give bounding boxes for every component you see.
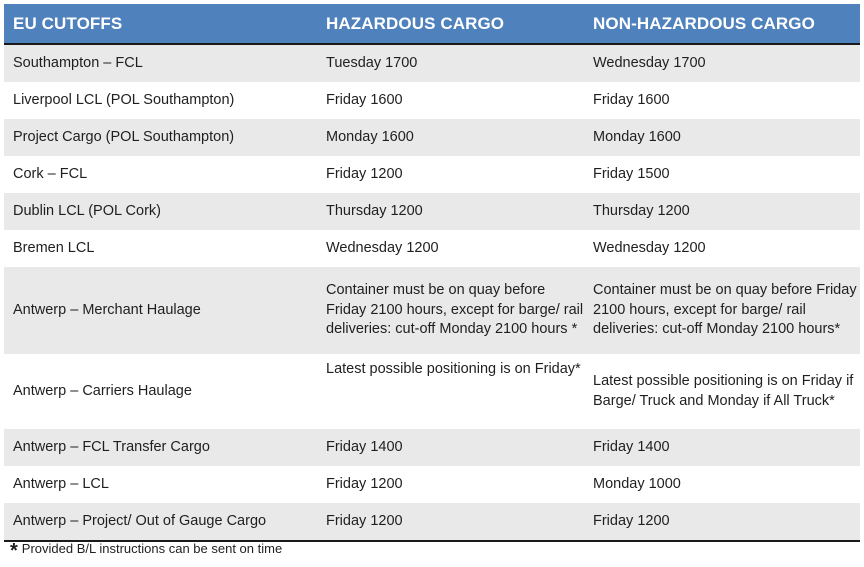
hazardous-cell: Tuesday 1700 xyxy=(326,54,418,71)
port-cell: Antwerp – FCL Transfer Cargo xyxy=(13,438,210,455)
non-hazardous-cell: Monday 1600 xyxy=(593,128,681,145)
eu-cutoffs-table xyxy=(4,4,860,542)
hazardous-cell: Friday 1200 xyxy=(326,165,403,182)
non-hazardous-cell: Thursday 1200 xyxy=(593,202,690,219)
hazardous-cell: Friday 1200 xyxy=(317,503,584,541)
table-row xyxy=(4,466,860,503)
non-hazardous-cell: Friday 1200 xyxy=(584,503,860,541)
table-row xyxy=(4,354,860,429)
table-row xyxy=(4,193,860,230)
table-row xyxy=(4,230,860,267)
footnote-text: Provided B/L instructions can be sent on time xyxy=(21,541,283,556)
port-cell: Liverpool LCL (POL Southampton) xyxy=(13,91,235,108)
hazardous-cell: Monday 1600 xyxy=(326,128,414,145)
hazardous-cell: Latest possible positioning is on Friday* xyxy=(326,361,581,377)
table-row xyxy=(4,119,860,156)
non-hazardous-cell: Wednesday 1200 xyxy=(593,239,706,256)
hazardous-cell: Friday 1400 xyxy=(326,438,403,455)
table-row xyxy=(4,429,860,466)
header-eu-cutoffs: EU CUTOFFS xyxy=(4,4,317,44)
table-row xyxy=(4,82,860,119)
port-cell: Antwerp – Carriers Haulage xyxy=(13,382,192,399)
port-cell: Project Cargo (POL Southampton) xyxy=(13,128,235,145)
non-hazardous-cell: Monday 1000 xyxy=(593,475,681,492)
hazardous-cell: Thursday 1200 xyxy=(326,202,423,219)
hazardous-cell: Friday 1200 xyxy=(326,475,403,492)
hazardous-cell: Wednesday 1200 xyxy=(326,239,439,256)
table-row xyxy=(4,156,860,193)
non-hazardous-cell: Container must be on quay before Friday 2100 hours, except for barge/ rail deliveries: cut-off Monday 2100 hours* xyxy=(593,282,857,338)
header-hazardous-cargo: HAZARDOUS CARGO xyxy=(317,4,584,44)
cutoffs-sheet xyxy=(4,4,860,542)
non-hazardous-cell: Wednesday 1700 xyxy=(593,54,706,71)
non-hazardous-cell: Latest possible positioning is on Friday if Barge/ Truck and Monday if All Truck* xyxy=(593,373,854,409)
non-hazardous-cell: Friday 1600 xyxy=(593,91,670,108)
table-row xyxy=(4,267,860,354)
port-cell: Antwerp – Merchant Haulage xyxy=(13,301,201,318)
table-body xyxy=(4,44,860,541)
port-cell: Cork – FCL xyxy=(13,165,88,182)
table-row xyxy=(4,44,860,82)
port-cell: Antwerp – Project/ Out of Gauge Cargo xyxy=(4,503,317,541)
non-hazardous-cell: Friday 1400 xyxy=(593,438,670,455)
port-cell: Southampton – FCL xyxy=(13,54,143,71)
hazardous-cell: Friday 1600 xyxy=(326,91,403,108)
footnote xyxy=(10,540,282,563)
header-row xyxy=(4,4,860,44)
table-row xyxy=(4,503,860,541)
port-cell: Antwerp – LCL xyxy=(13,475,109,492)
header-non-hazardous-cargo: NON-HAZARDOUS CARGO xyxy=(584,4,860,44)
port-cell: Bremen LCL xyxy=(13,239,95,256)
hazardous-cell: Container must be on quay before Friday 2100 hours, except for barge/ rail deliveries: cut-off Monday 2100 hours * xyxy=(326,282,584,338)
non-hazardous-cell: Friday 1500 xyxy=(593,165,670,182)
table-header xyxy=(4,4,860,44)
port-cell: Dublin LCL (POL Cork) xyxy=(13,202,162,219)
footnote-asterisk: * xyxy=(10,540,18,562)
